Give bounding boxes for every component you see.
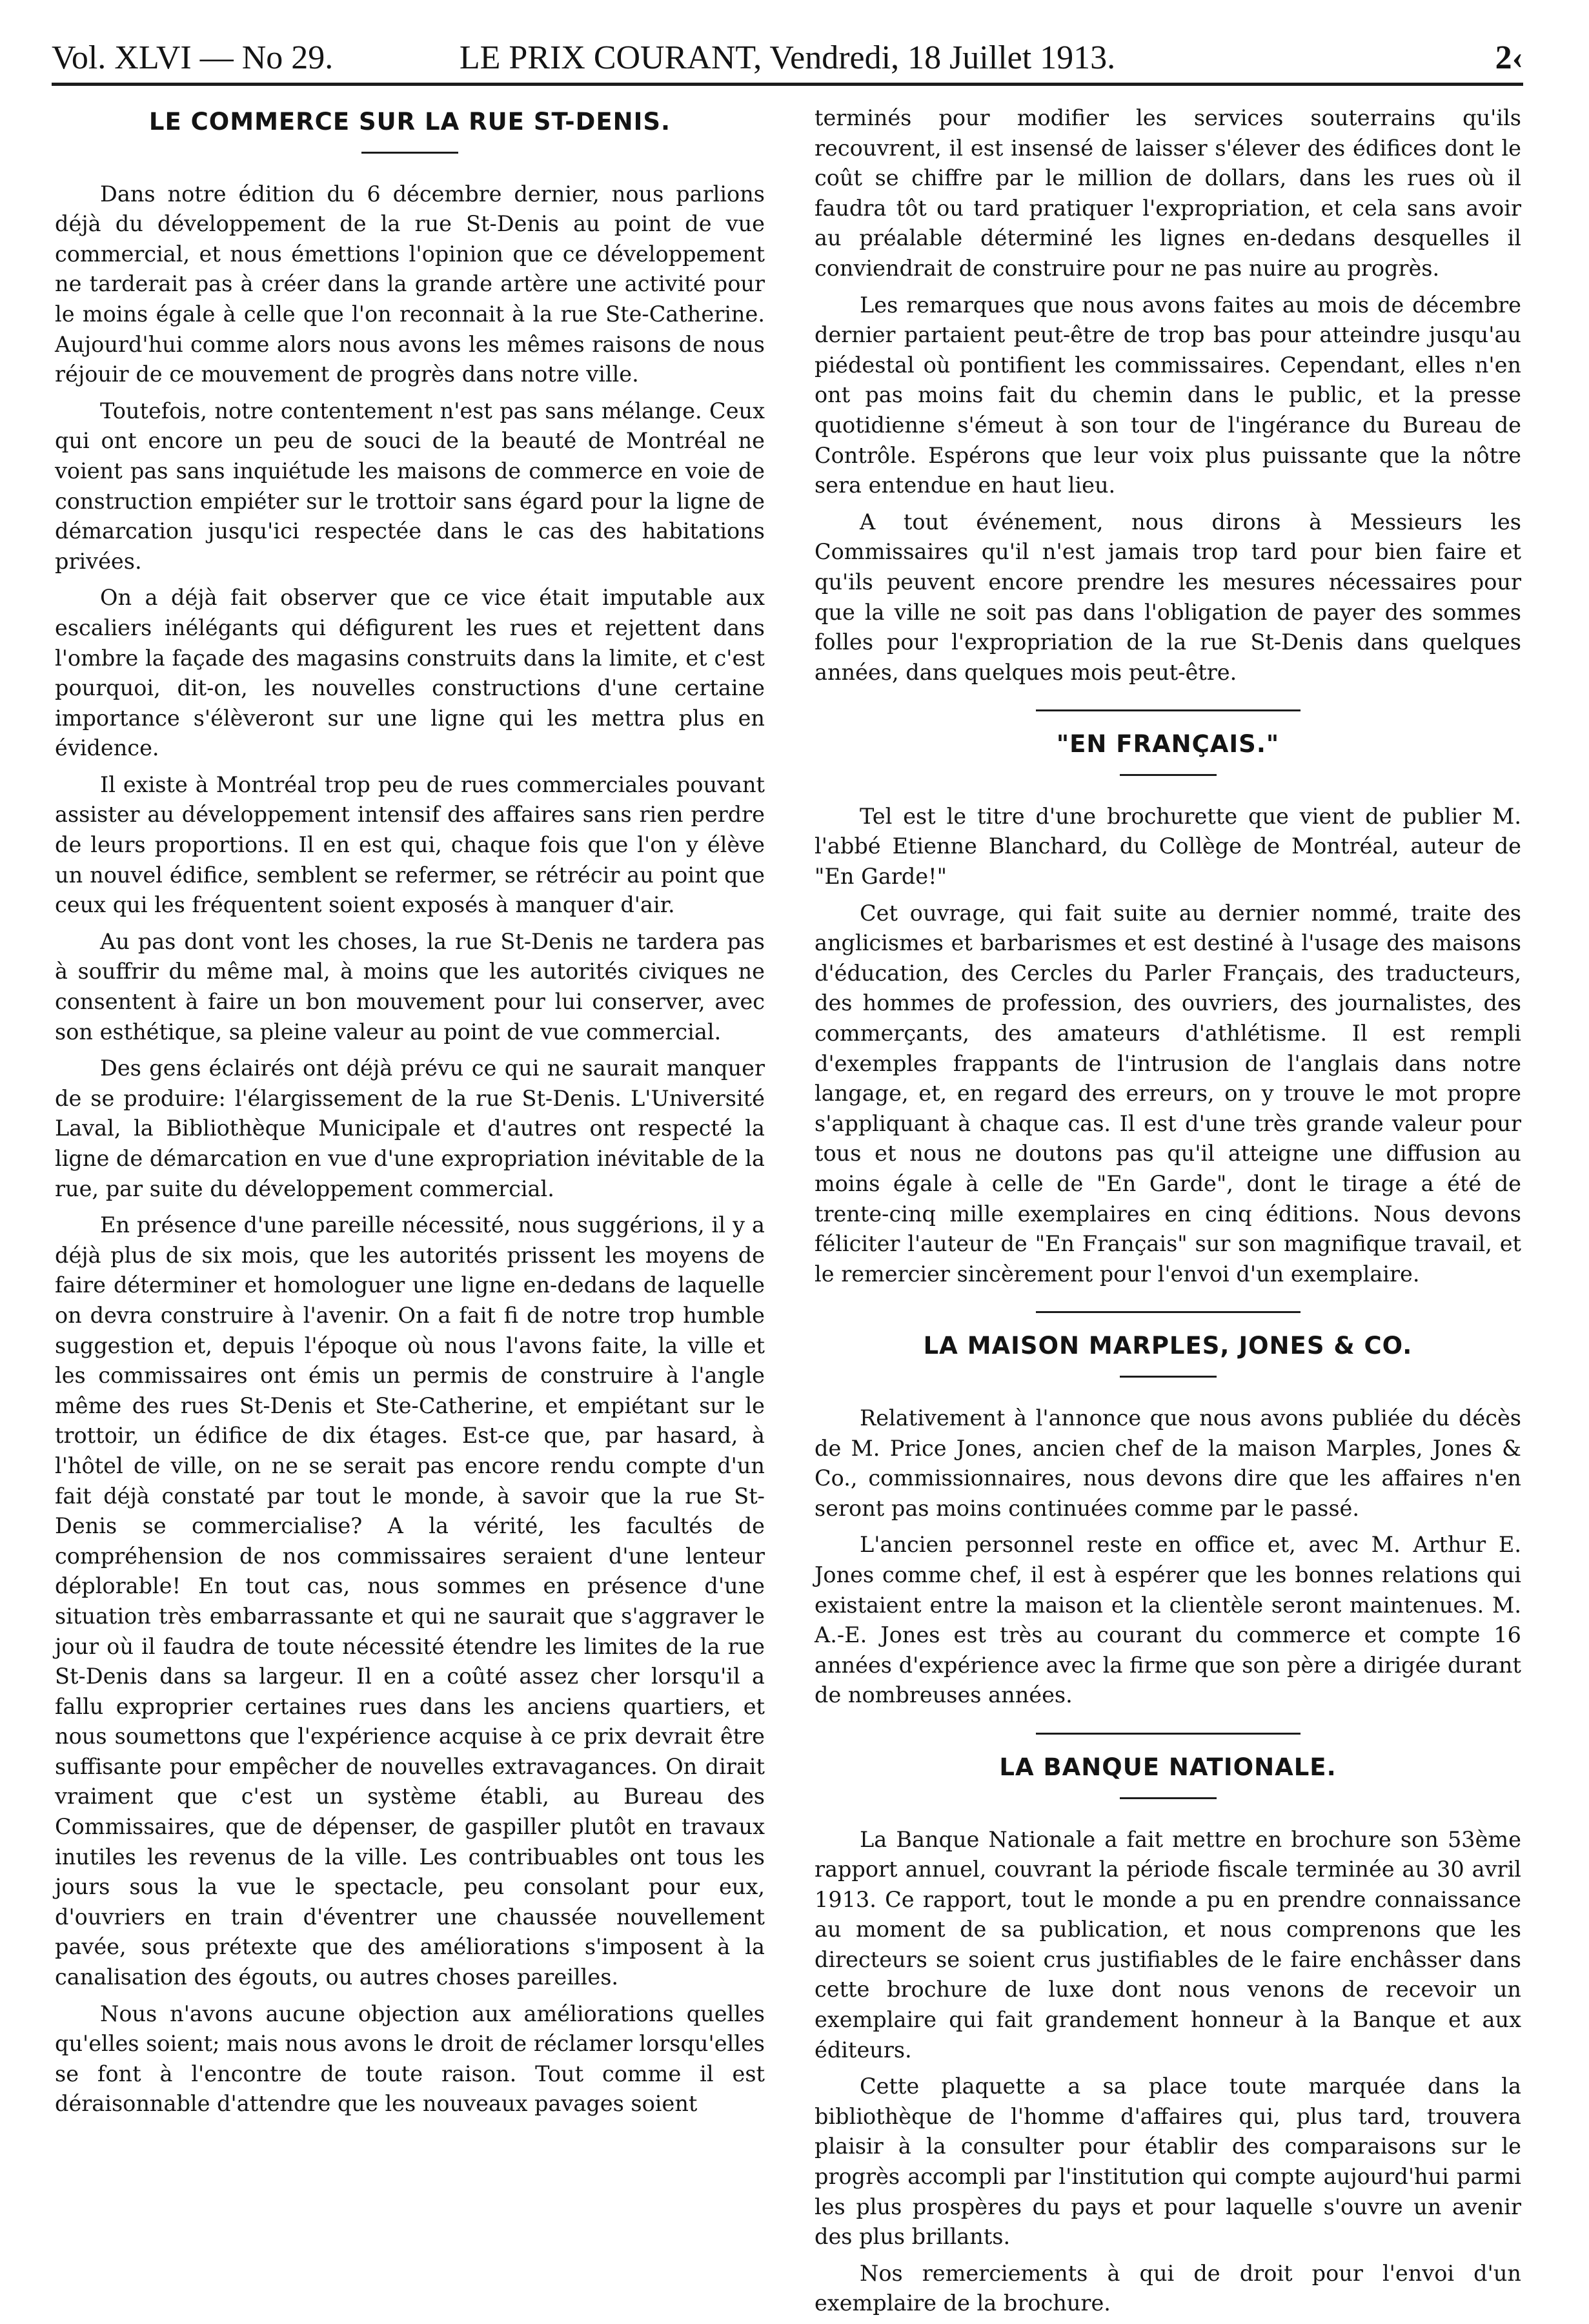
- article-heading-en-francais: "EN FRANÇAIS.": [1056, 730, 1280, 759]
- heading-rule: [361, 152, 458, 154]
- page-number: 2‹: [1495, 39, 1523, 76]
- heading-rule: [1120, 774, 1217, 776]
- article-paragraph: Nos remerciements à qui de droit pour l'envoi d'un exemplaire de la brochure.: [815, 2260, 1521, 2316]
- heading-rule: [1120, 1797, 1217, 1799]
- article-paragraph: Dans notre édition du 6 décembre dernier, nous parlions déjà du développement de la rue St-Denis au point de vue commercial, et nous émettions l'opinion que ce développement ne tarderait pas à créer dans la grande artère une activité pour le moins égale à celle que l'on reconnait à la rue Ste-Catherine. Aujourd'hui comme alors nous avons les mêmes raisons de nous réjouir de ce mouvement de progrès dans notre ville.: [55, 181, 765, 387]
- article-paragraph: Relativement à l'annonce que nous avons publiée du décès de M. Price Jones, ancien chef de la maison Marples, Jones & Co., commissionnaires, nous devons dire que les affaires n'en seront pas moins continuées comme par le passé.: [815, 1405, 1521, 1521]
- article-paragraph: Il existe à Montréal trop peu de rues commerciales pouvant assister au développement intensif des affaires sans rien perdre de leurs proportions. Il en est qui, chaque fois que l'on y élève un nouvel édifice, semblent se refermer, se rétrécir au point que ceux qui les fréquentent soient exposés à manquer d'air.: [55, 771, 765, 918]
- article-paragraph: En présence d'une pareille nécessité, nous suggérions, il y a déjà plus de six mois, que les autorités prissent les moyens de faire déterminer et homologuer une ligne en-dedans de laquelle on devra construire à l'avenir. On a fait fi de notre trop humble suggestion et, depuis l'époque où nous l'avons faite, la ville et les commissaires ont émis un permis de construire à l'angle même des rues St-Denis et Ste-Catherine, et empiétant sur le trottoir, un édifice de dix étages. Est-ce que, par hasard, à l'hôtel de ville, on ne se serait pas encore rendu compte d'un fait déjà constaté par tout le monde, à savoir que la rue St-Denis se commercialise? A la vérité, les facultés de compréhension de nos commissaires seraient d'une lenteur déplorable! En tout cas, nous sommes en présence d'une situation très embarrassante et qui ne saurait que s'aggraver le jour où il faudra de toute nécessité étendre les limites de la rue St-Denis dans sa largeur. Il en a coûté assez cher lorsqu'il a fallu exproprier certaines rues dans les anciens quartiers, et nous soumettons que l'expérience acquise à ce prix devrait être suffisante pour empêcher de nouvelles extravagances. On dirait vraiment que c'est un système établi, au Bureau des Commissaires, que de dépenser, de gaspiller plutôt en travaux inutiles les revenus de la ville. Les contribuables ont tous les jours sous la vue le spectacle, peu consolant pour eux, d'ouvriers en train d'éventrer une chaussée nouvellement pavée, sous prétexte que des améliorations s'imposent à la canalisation des égouts, ou autres choses pareilles.: [55, 1212, 765, 1990]
- article-paragraph: La Banque Nationale a fait mettre en brochure son 53ème rapport annuel, couvrant la période fiscale terminée au 30 avril 1913. Ce rapport, tout le monde a pu en prendre connaissance au moment de sa publication, et nous comprenons que les directeurs se soient crus justifiables de le faire enchâsser dans cette brochure de luxe dont nous venons de recevoir un exemplaire qui fait grandement honneur à la Banque et aux éditeurs.: [815, 1826, 1521, 2063]
- article-heading-st-denis: LE COMMERCE SUR LA RUE ST-DENIS.: [148, 108, 671, 136]
- article-paragraph: On a déjà fait observer que ce vice était imputable aux escaliers inélégants qui défigurent les rues et rejettent dans l'ombre la façade des magasins construits dans la limite, et c'est pourquoi, dit-on, les nouvelles constructions d'une certaine importance s'élèveront sur une ligne qui les mettra plus en évidence.: [55, 585, 765, 761]
- article-paragraph: Cette plaquette a sa place toute marquée dans la bibliothèque de l'homme d'affaires qui, plus tard, trouvera plaisir à la consulter pour établir des comparaisons sur le progrès accompli par l'institution qui compte aujourd'hui parmi les plus prospères du pays et pour laquelle s'ouvre un avenir des plus brillants.: [815, 2074, 1521, 2250]
- page-header: [52, 31, 1523, 83]
- article-paragraph: Nous n'avons aucune objection aux améliorations quelles qu'elles soient; mais nous avons le droit de réclamer lorsqu'elles se font à l'encontre de toute raison. Tout comme il est déraisonnable d'attendre que les nouveaux pavages soient: [55, 2001, 765, 2117]
- left-column: [55, 103, 765, 2298]
- article-continuation-paragraph: terminés pour modifier les services souterrains qu'ils recouvrent, il est insensé de laisser s'élever des édifices dont le coût se chiffre par le million de dollars, dans les rues où il faudra tôt ou tard pratiquer l'expropriation, et cela sans avoir au préalable déterminé les lignes en-dedans desquelles il conviendrait de construire pour ne pas nuire au progrès.: [815, 105, 1521, 281]
- article-paragraph: A tout événement, nous dirons à Messieurs les Commissaires qu'il n'est jamais trop tard pour bien faire et qu'ils peuvent encore prendre les mesures nécessaires pour que la ville ne soit pas dans l'obligation de payer des sommes folles pour l'expropriation de la rue St-Denis dans quelques années, dans quelques mois peut-être.: [815, 509, 1521, 685]
- heading-rule: [1120, 1376, 1217, 1378]
- article-heading-banque-nationale: LA BANQUE NATIONALE.: [999, 1753, 1337, 1781]
- section-divider: [1036, 709, 1301, 711]
- volume-number: Vol. XLVI — No 29.: [52, 39, 334, 76]
- publication-title: LE PRIX COURANT, Vendredi, 18 Juillet 1913.: [459, 39, 1116, 76]
- article-paragraph: Au pas dont vont les choses, la rue St-Denis ne tardera pas à souffrir du même mal, à moins que les autorités civiques ne consentent à faire un bon mouvement pour lui conserver, avec son esthétique, sa pleine valeur au point de vue commercial.: [55, 928, 765, 1045]
- section-divider: [1036, 1733, 1301, 1735]
- article-paragraph: Des gens éclairés ont déjà prévu ce qui ne saurait manquer de se produire: l'élargissement de la rue St-Denis. L'Université Laval, la Bibliothèque Municipale et d'autres ont respecté la ligne de démarcation en vue d'une expropriation inévitable de la rue, par suite du développement commercial.: [55, 1055, 765, 1201]
- article-paragraph: Les remarques que nous avons faites au mois de décembre dernier partaient peut-être de trop bas pour atteindre jusqu'au piédestal où pontifient les commissaires. Cependant, elles n'en ont pas moins fait du chemin dans le public, et la presse quotidienne s'émeut à son tour de l'ingérance du Bureau de Contrôle. Espérons que leur voix plus puissante que la nôtre sera entendue en haut lieu.: [815, 292, 1521, 498]
- article-paragraph: Tel est le titre d'une brochurette que vient de publier M. l'abbé Etienne Blanchard, du Collège de Montréal, auteur de "En Garde!": [815, 803, 1521, 890]
- header-rule: [52, 83, 1523, 86]
- article-paragraph: Cet ouvrage, qui fait suite au dernier nommé, traite des anglicismes et barbarismes et est destiné à l'usage des maisons d'éducation, des Cercles du Parler Français, des traducteurs, des hommes de profession, des ouvriers, des journalistes, des commerçants, des amateurs d'athlétisme. Il est rempli d'exemples frappants de l'intrusion de l'anglais dans notre langage, et, en regard des erreurs, on y trouve le mot propre s'appliquant à chaque cas. Il est d'une très grande valeur pour tous et nous ne doutons pas qu'il atteigne une diffusion au moins égale à celle de "En Garde", dont le tirage a été de trente-cinq mille exemplaires en cinq éditions. Nous devons féliciter l'auteur de "En Français" sur son magnifique travail, et le remercier sincèrement pour l'envoi d'un exemplaire.: [815, 900, 1521, 1287]
- right-column: [815, 103, 1521, 2316]
- article-paragraph: Toutefois, notre contentement n'est pas sans mélange. Ceux qui ont encore un peu de souci de la beauté de Montréal ne voient pas sans inquiétude les maisons de commerce en voie de construction empiéter sur le trottoir sans égard pour la ligne de démarcation jusqu'ici respectée dans le cas des habitations privées.: [55, 398, 765, 574]
- article-heading-marples-jones: LA MAISON MARPLES, JONES & CO.: [923, 1332, 1413, 1360]
- section-divider: [1036, 1311, 1301, 1313]
- article-paragraph: L'ancien personnel reste en office et, avec M. Arthur E. Jones comme chef, il est à espérer que les bonnes relations qui existaient entre la maison et la clientèle seront maintenues. M. A.-E. Jones est très au courant du commerce et compte 16 années d'expérience avec la firme que son père a dirigée durant de nombreuses années.: [815, 1532, 1521, 1708]
